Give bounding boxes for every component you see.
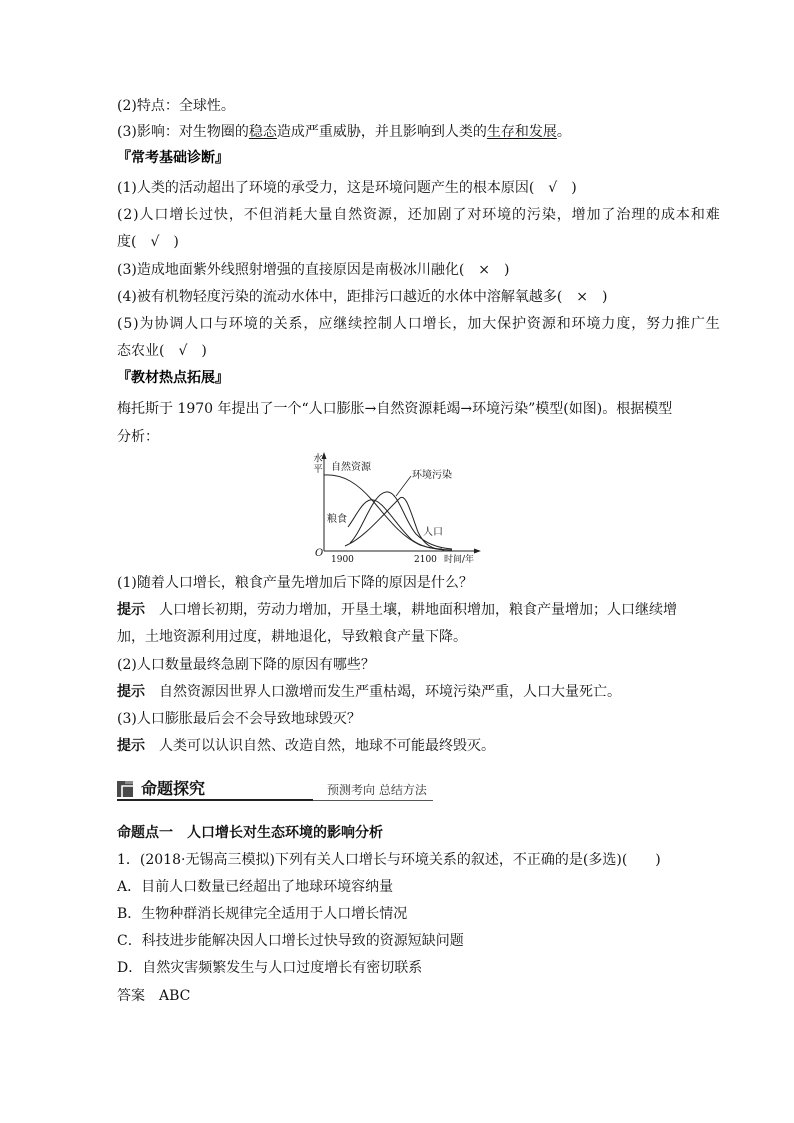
problem-option: A．目前人口数量已经超出了地球环境容纳量 [117, 879, 394, 895]
diagnosis-line: (5)为协调人口与环境的关系，应继续控制人口增长，加大保护资源和环境力度，努力推广生 [117, 316, 721, 332]
expansion-question: (3)人口膨胀最后会不会导致地球毁灭？ [117, 711, 361, 727]
hint-text: 人口增长初期，劳动力增加，开垦土壤，耕地面积增加，粮食产量增加；人口继续增 [159, 602, 677, 618]
impact-middle: 造成严重威胁，并且影响到人类的 [276, 124, 487, 140]
pollution-curve [350, 492, 452, 549]
diagnosis-line: 度( √ ) [117, 234, 179, 250]
x-tick-label: 2100 [414, 555, 437, 565]
hint-line: 加，土地资源利用过度，耕地退化，导致粮食产量下降。 [117, 629, 467, 645]
expansion-question: (2)人口数量最终急剧下降的原因有哪些？ [117, 657, 375, 673]
expansion-intro-line: 梅托斯于 1970 年提出了一个“人口膨胀→自然资源耗竭→环境污染”模型(如图)。根据模型 [117, 401, 673, 417]
population-curve [345, 497, 444, 550]
diagnosis-line: (4)被有机物轻度污染的流动水体中，距排污口越近的水体中溶解氧越多( × ) [117, 289, 608, 305]
hint-line [117, 736, 495, 756]
answer-label: 答案 [117, 988, 145, 1004]
diagnosis-line: (2)人口增长过快，不但消耗大量自然资源，还加剧了对环境的污染，增加了治理的成本和难 [117, 207, 721, 223]
problem-option: B．生物种群消长规律完全适用于人口增长情况 [117, 906, 408, 922]
food-label: 粮食 [327, 514, 347, 525]
diagnosis-line: 态农业( √ ) [117, 343, 207, 359]
x-tick-label: 1900 [331, 555, 354, 565]
impact-line [117, 122, 571, 142]
diagnosis-line: (1)人类的活动超出了环境的承受力，这是环境问题产生的根本原因( √ ) [117, 180, 577, 196]
impact-suffix: 。 [556, 124, 571, 140]
hint-label: 提示 [117, 684, 145, 700]
hint-text: 人类可以认识自然、改造自然，地球不可能最终毁灭。 [159, 738, 495, 754]
population-label: 人口 [423, 527, 443, 538]
impact-prefix: (3)影响：对生物圈的 [117, 124, 249, 140]
hint-line [117, 682, 621, 702]
section-rule-thin [313, 800, 433, 801]
model-diagram [300, 450, 490, 568]
pollution-leader-line [396, 476, 411, 496]
feature-line: (2)特点：全球性。 [117, 98, 235, 114]
expansion-intro-line: 分析： [117, 429, 159, 445]
y-axis-arrow [322, 452, 327, 459]
x-axis-label: 时间/年 [444, 555, 475, 565]
diagnosis-heading: 『常考基础诊断』 [117, 150, 229, 166]
problem-option: D．自然灾害频繁发生与人口过度增长有密切联系 [117, 960, 423, 976]
meadows-model-figure [300, 450, 490, 568]
problem-question: 1．(2018·无锡高三模拟)下列有关人口增长与环境关系的叙述，不正确的是(多选)( ) [117, 852, 661, 868]
problem-option: C．科技进步能解决因人口增长过快导致的资源短缺问题 [117, 933, 464, 949]
expansion-heading: 『教材热点拓展』 [117, 370, 229, 386]
diagnosis-line: (3)造成地面紫外线照射增强的直接原因是南极冰川融化( × ) [117, 262, 510, 278]
impact-underlined-term-1: 稳态 [248, 124, 277, 140]
hint-label: 提示 [117, 738, 145, 754]
pollution-label: 环境污染 [412, 470, 452, 481]
problem-answer [117, 986, 190, 1006]
answer-value: ABC [159, 988, 191, 1004]
section-square-icon [117, 781, 133, 797]
section-title: 命题探究 [141, 779, 206, 798]
origin-label: O [315, 548, 324, 559]
problem-point-title: 命题点一 人口增长对生态环境的影响分析 [117, 825, 383, 841]
y-axis-label: 水平 [311, 453, 322, 474]
section-tagline: 预测考向 总结方法 [327, 783, 427, 797]
expansion-question: (1)随着人口增长，粮食产量先增加后下降的原因是什么？ [117, 575, 473, 591]
hint-label: 提示 [117, 602, 145, 618]
resources-label: 自然资源 [331, 462, 371, 473]
x-axis-arrow [474, 549, 481, 554]
section-rule-thick [117, 799, 313, 801]
hint-text: 自然资源因世界人口激增而发生严重枯竭，环境污染严重，人口大量死亡。 [159, 684, 621, 700]
hint-line [117, 600, 677, 620]
impact-underlined-term-2: 生存和发展 [486, 124, 557, 140]
